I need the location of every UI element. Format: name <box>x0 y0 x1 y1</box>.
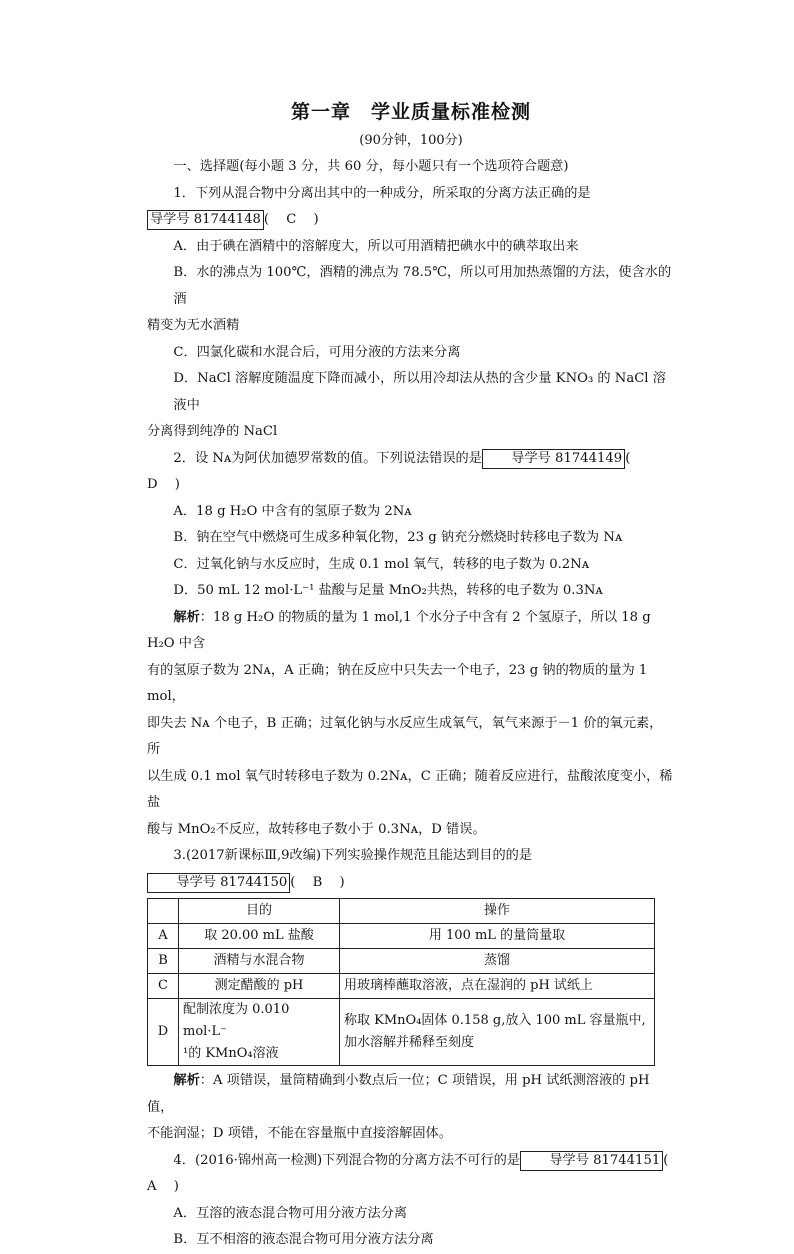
explanation-label: 解析 <box>173 1073 200 1088</box>
table-cell-option: A <box>148 924 179 949</box>
question-4-answer: ( A ) <box>147 1152 686 1194</box>
question-4-option-b: B．互不相溶的液态混合物可用分液方法分离 <box>173 1232 434 1247</box>
table-cell-operation: 蒸馏 <box>340 949 655 974</box>
table-cell-operation: 用 100 mL 的量筒量取 <box>340 924 655 949</box>
question-2-explanation-line5: 酸与 MnO₂不反应，故转移电子数小于 0.3Nᴀ，D 错误。 <box>147 821 486 837</box>
question-3-explanation: 解析：A 项错误，量筒精确到小数点后一位；C 项错误，用 pH 试纸测溶液的 pH 值， <box>147 1073 650 1115</box>
page-subtitle: (90分钟，100分) <box>359 133 463 148</box>
question-2-explanation-line3: 即失去 Nᴀ 个电子，B 正确；过氧化钠与水反应生成氧气，氧气来源于－1 价的氧元素，所 <box>147 715 663 757</box>
question-1-option-d-cont: 分离得到纯净的 NaCl <box>147 424 278 439</box>
question-4-ref[interactable]: 导学号 81744151 <box>520 1151 663 1171</box>
question-1-answer: ( C ) <box>263 212 321 227</box>
table-row <box>148 949 655 974</box>
question-1-ref[interactable]: 导学号 81744148 <box>147 210 264 230</box>
question-4-stem: 4．(2016·锦州高一检测)下列混合物的分离方法不可行的是 导学号 81744151 ( A ) <box>147 1152 686 1194</box>
table-cell-option: B <box>148 949 179 974</box>
question-2-ref[interactable]: 导学号 81744149 <box>482 449 625 469</box>
table-row <box>148 999 655 1066</box>
table-row <box>148 974 655 999</box>
table-cell-option: C <box>148 974 179 999</box>
table-header-cell <box>148 899 179 924</box>
question-2-explanation-line4: 以生成 0.1 mol 氧气时转移电子数为 0.2Nᴀ，C 正确；随着反应进行，盐酸浓度变小，稀盐 <box>147 768 673 810</box>
question-3-explanation-line2: 不能润湿；D 项错，不能在容量瓶中直接溶解固体。 <box>147 1126 452 1141</box>
question-3-answer: ( B ) <box>290 874 347 890</box>
question-2-explanation: 解析：18 g H₂O 的物质的量为 1 mol,1 个水分子中含有 2 个氢原子，所以 18 g H₂O 中含 <box>147 609 651 651</box>
table-cell-goal: 配制浓度为 0.010 mol·L⁻ ¹的 KMnO₄溶液 <box>179 999 340 1066</box>
explanation-label: 解析 <box>173 609 200 625</box>
page-title: 第一章 学业质量标准检测 <box>290 101 531 123</box>
document-content <box>147 96 686 1254</box>
question-1-option-a: A．由于碘在酒精中的溶解度大，所以可用酒精把碘水中的碘萃取出来 <box>173 238 579 254</box>
question-3-table <box>147 898 655 1066</box>
question-2-explanation-line2: 有的氢原子数为 2Nᴀ，A 正确；钠在反应中只失去一个电子，23 g 钠的物质的量为 1 mol， <box>147 662 648 704</box>
question-1-option-c: C．四氯化碳和水混合后，可用分液的方法来分离 <box>173 344 461 360</box>
table-header-cell: 操作 <box>340 899 655 924</box>
table-cell-goal: 取 20.00 mL 盐酸 <box>179 924 340 949</box>
table-cell-goal: 酒精与水混合物 <box>179 949 340 974</box>
table-row <box>148 924 655 949</box>
question-1-option-b-cont: 精变为无水酒精 <box>147 318 240 333</box>
question-3-stem: 3.(2017新课标Ⅲ,9改编)下列实验操作规范且能达到目的的是导学号 81744150 ( B ) <box>147 843 675 896</box>
question-3-ref[interactable]: 导学号 81744150 <box>147 873 290 893</box>
section-heading: 一、选择题(每小题 3 分，共 60 分，每小题只有一个选项符合题意) <box>173 159 569 174</box>
question-1-option-d: D．NaCl 溶解度随温度下降而减小，所以用冷却法从热的含少量 KNO₃ 的 NaCl 溶液中 <box>173 371 666 413</box>
question-1-stem: 1．下列从混合物中分离出其中的一种成分，所采取的分离方法正确的是 <box>173 185 591 201</box>
table-header-row <box>148 899 655 924</box>
question-4-option-a: A．互溶的液态混合物可用分液方法分离 <box>173 1205 408 1221</box>
table-header-cell: 目的 <box>179 899 340 924</box>
question-2-option-c: C．过氧化钠与水反应时，生成 0.1 mol 氧气，转移的电子数为 0.2Nᴀ <box>173 556 590 572</box>
table-cell-operation: 称取 KMnO₄固体 0.158 g,放入 100 mL 容量瓶中, 加水溶解并稀释至刻度 <box>340 999 655 1066</box>
table-cell-goal: 测定醋酸的 pH <box>179 974 340 999</box>
question-2-answer: ( D ) <box>147 450 648 492</box>
question-1-option-b: B．水的沸点为 100℃，酒精的沸点为 78.5℃，所以可用加热蒸馏的方法，使含水的酒 <box>173 265 672 307</box>
table-cell-option: D <box>148 999 179 1066</box>
question-2-option-b: B．钠在空气中燃烧可生成多种氧化物，23 g 钠充分燃烧时转移电子数为 Nᴀ <box>173 530 623 545</box>
question-2-option-d: D．50 mL 12 mol·L⁻¹ 盐酸与足量 MnO₂共热，转移的电子数为 0.3Nᴀ <box>173 583 603 598</box>
table-cell-operation: 用玻璃棒蘸取溶液，点在湿润的 pH 试纸上 <box>340 974 655 999</box>
question-2-option-a: A．18 g H₂O 中含有的氢原子数为 2Nᴀ <box>173 503 412 519</box>
question-1-ref-line <box>147 207 675 234</box>
question-2-stem: 2．设 Nᴀ为阿伏加德罗常数的值。下列说法错误的是 导学号 81744149 ( D ) <box>147 450 648 492</box>
